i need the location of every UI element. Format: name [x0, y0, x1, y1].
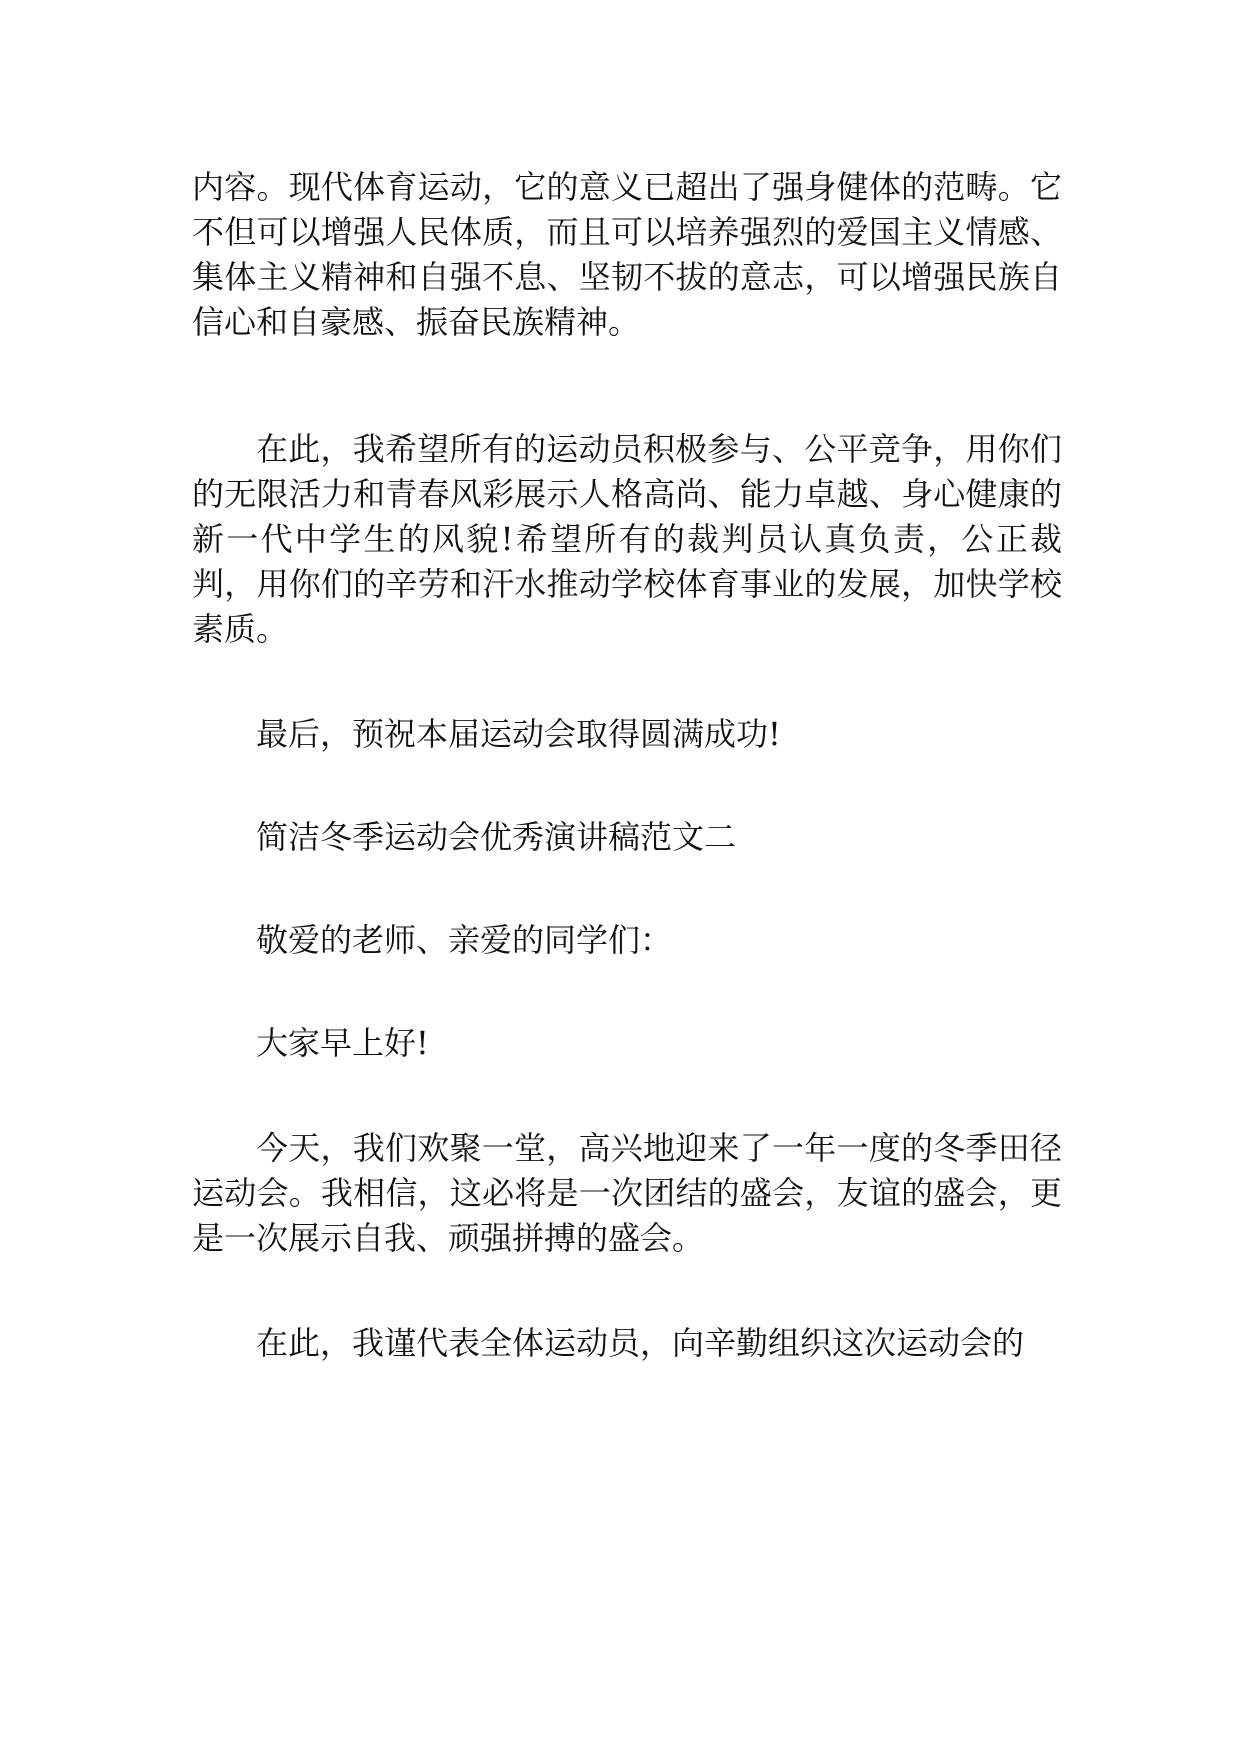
paragraph-closing-wish: 最后，预祝本届运动会取得圆满成功!	[256, 715, 781, 753]
paragraph-hope: 在此，我希望所有的运动员积极参与、公平竞争，用你们的无限活力和青春风彩展示人格高尚、能力卓越、身心健康的新一代中学生的风貌!希望所有的裁判员认真负责，公正裁判，用你们的辛劳和汗水推动学校体育事业的发展，加快学校素质。	[192, 430, 1062, 648]
paragraph-continuation: 内容。现代体育运动，它的意义已超出了强身健体的范畴。它不但可以增强人民体质，而且可以培养强烈的爱国主义情感、集体主义精神和自强不息、坚韧不拔的意志，可以增强民族自信心和自豪感、振奋民族精神。	[192, 168, 1062, 341]
paragraph-on-behalf: 在此，我谨代表全体运动员，向辛勤组织这次运动会的	[256, 1324, 1025, 1362]
paragraph-today: 今天，我们欢聚一堂，高兴地迎来了一年一度的冬季田径运动会。我相信，这必将是一次团结的盛会，友谊的盛会，更是一次展示自我、顽强拼搏的盛会。	[192, 1129, 1062, 1257]
paragraph-salutation: 敬爱的老师、亲爱的同学们：	[256, 921, 673, 959]
paragraph-greeting: 大家早上好!	[256, 1024, 429, 1062]
document-body	[192, 165, 1062, 1366]
section-heading: 简洁冬季运动会优秀演讲稿范文二	[256, 818, 737, 856]
